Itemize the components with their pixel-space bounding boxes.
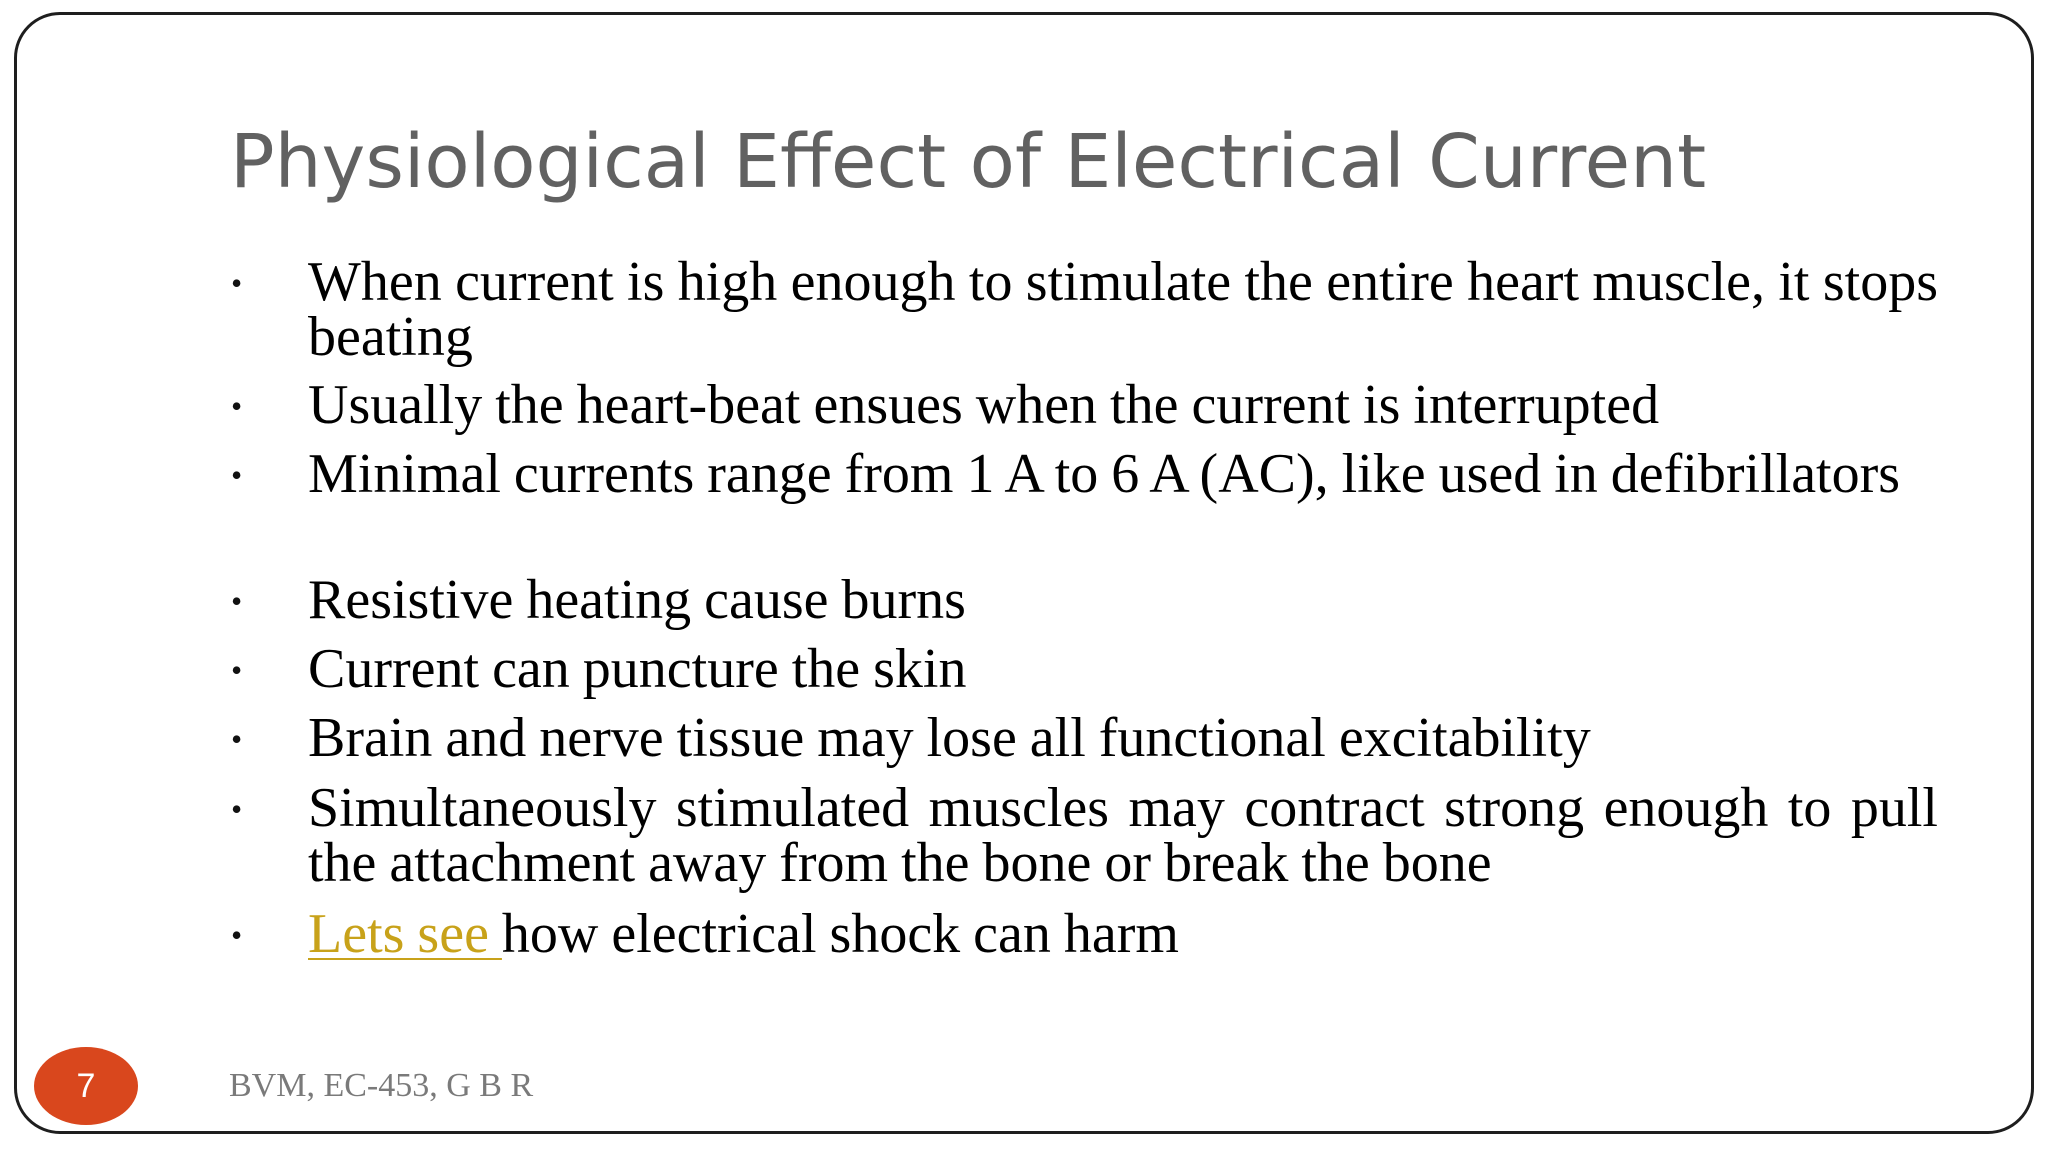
bullet-dot: •: [231, 791, 243, 827]
bullet-text: Simultaneously stimulated muscles may contract strong enough to pull the attachment away from the bone or break the bone: [308, 777, 1938, 894]
bullet-text: Current can puncture the skin: [308, 638, 967, 700]
slide-title: Physiological Effect of Electrical Current: [230, 119, 1707, 205]
bullet-dot: •: [231, 388, 243, 424]
bullet-text: When current is high enough to stimulate the entire heart muscle, it stops beating: [308, 251, 1938, 368]
bullet-dot: •: [231, 721, 243, 757]
bullet-text: Usually the heart-beat ensues when the current is interrupted: [308, 374, 1660, 436]
bullet-dot: •: [231, 583, 243, 619]
bullet-text-with-link: [308, 903, 1938, 965]
bullet-text: Minimal currents range from 1 A to 6 A (AC), like used in defibrillators: [308, 443, 1901, 505]
slide: [14, 12, 2034, 1134]
bullet-text: how electrical shock can harm: [501, 903, 1179, 965]
lets-see-link[interactable]: Lets see: [308, 903, 502, 965]
bullet-text: Resistive heating cause burns: [308, 569, 966, 631]
bullet-dot: •: [231, 457, 243, 493]
bullet-text: Brain and nerve tissue may lose all functional excitability: [308, 707, 1591, 769]
slide-footer: BVM, EC-453, G B R: [229, 1067, 534, 1104]
bullet-dot: •: [231, 652, 243, 688]
bullet-dot: •: [231, 265, 243, 301]
bullet-list: [17, 15, 2031, 1131]
bullet-dot: •: [231, 917, 243, 953]
page-number-badge: 7: [34, 1047, 138, 1125]
